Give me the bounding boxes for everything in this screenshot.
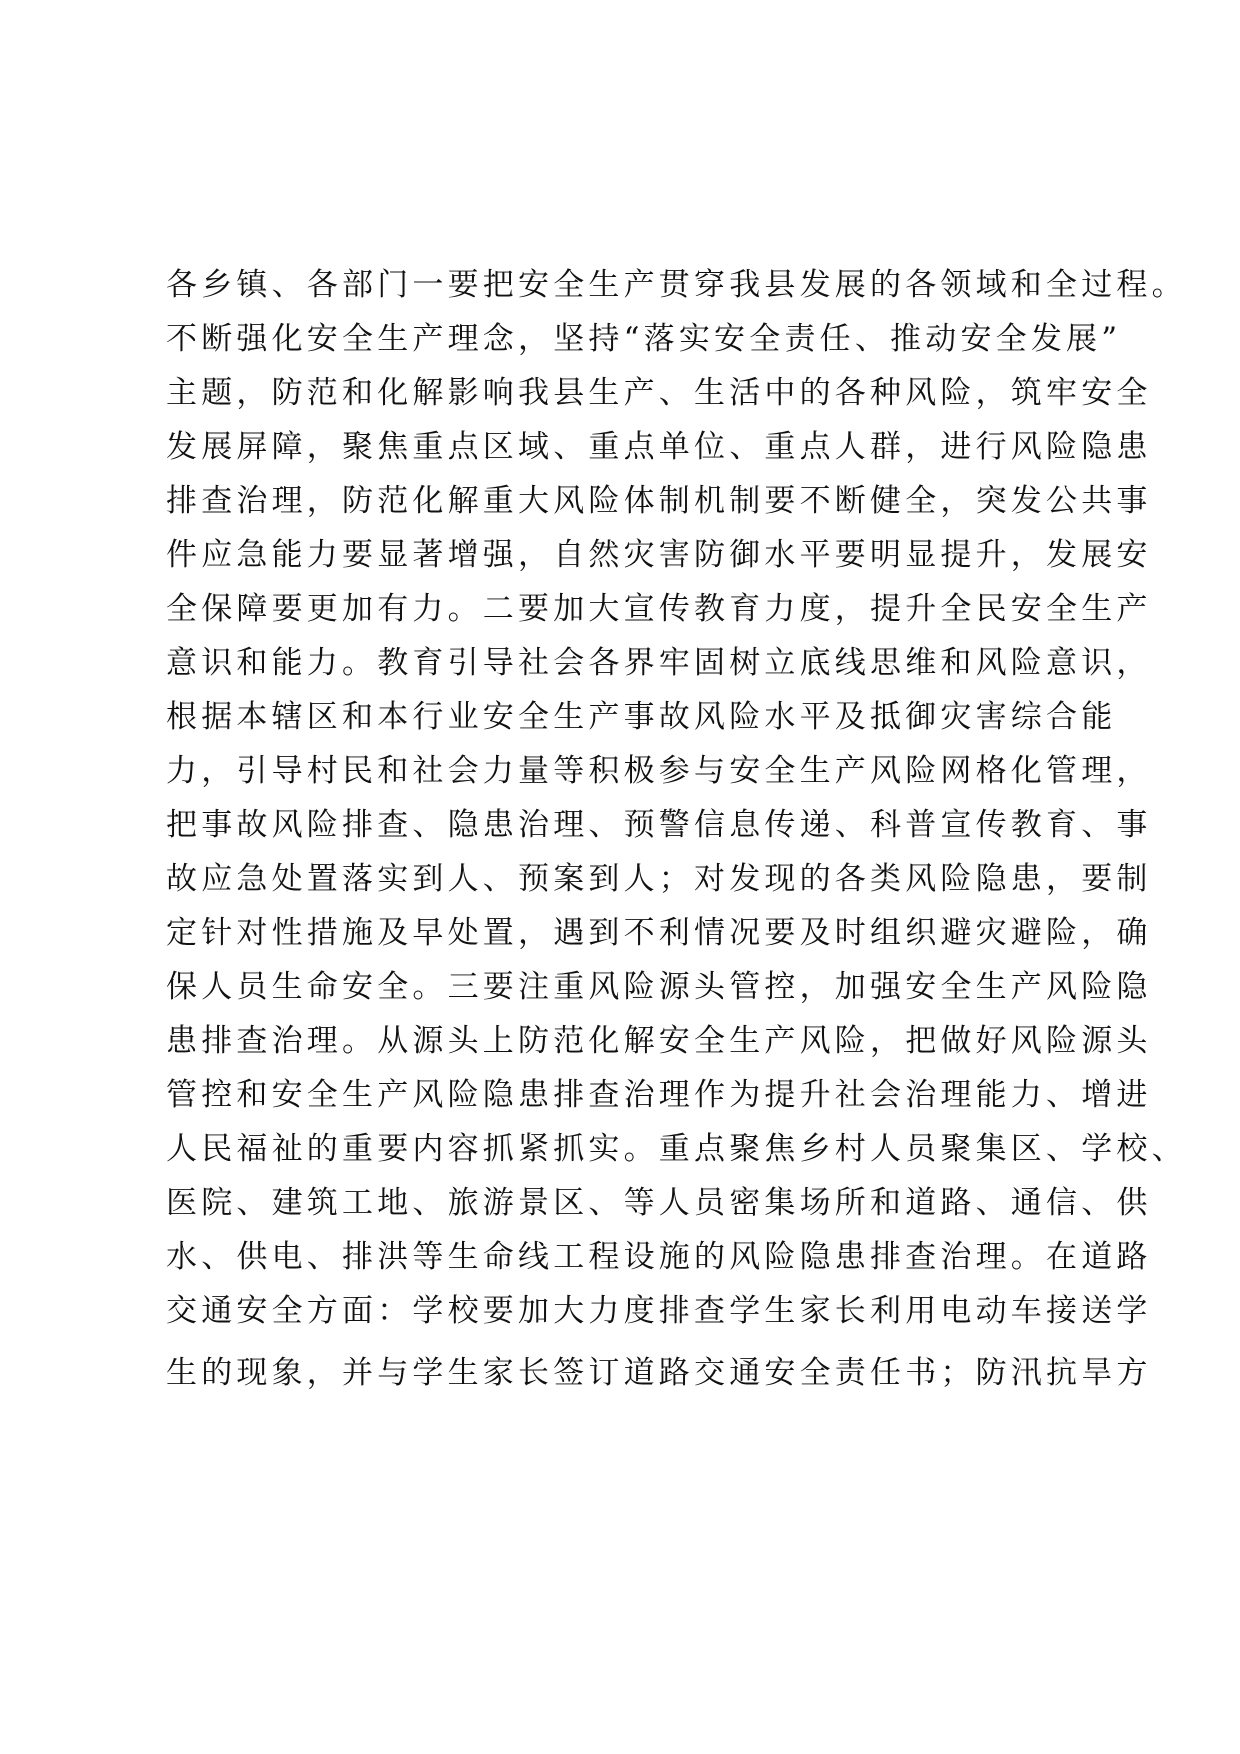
text-line: 故应急处置落实到人、预案到人；对发现的各类风险隐患，要制	[166, 861, 1152, 897]
text-line: 力，引导村民和社会力量等积极参与安全生产风险网格化管理，	[166, 753, 1152, 789]
text-line: 水、供电、排洪等生命线工程设施的风险隐患排查治理。在道路	[166, 1239, 1152, 1275]
text-line: 患排查治理。从源头上防范化解安全生产风险，把做好风险源头	[166, 1023, 1152, 1059]
text-line: 意识和能力。教育引导社会各界牢固树立底线思维和风险意识，	[166, 645, 1152, 681]
text-line: 发展屏障，聚焦重点区域、重点单位、重点人群，进行风险隐患	[166, 429, 1152, 465]
text-line: 管控和安全生产风险隐患排查治理作为提升社会治理能力、增进	[166, 1077, 1152, 1113]
text-line: 把事故风险排查、隐患治理、预警信息传递、科普宣传教育、事	[166, 807, 1152, 843]
text-line: 各乡镇、各部门一要把安全生产贯穿我县发展的各领域和全过程。	[166, 267, 1187, 303]
text-line: 人民福祉的重要内容抓紧抓实。重点聚焦乡村人员聚集区、学校、	[166, 1131, 1187, 1167]
text-line: 主题，防范和化解影响我县生产、生活中的各种风险，筑牢安全	[166, 375, 1152, 411]
text-line: 件应急能力要显著增强，自然灾害防御水平要明显提升，发展安	[166, 537, 1152, 573]
text-line: 全保障要更加有力。二要加大宣传教育力度，提升全民安全生产	[166, 591, 1152, 627]
text-line: 交通安全方面：学校要加大力度排查学生家长利用电动车接送学	[166, 1293, 1152, 1329]
text-line: 定针对性措施及早处置，遇到不利情况要及时组织避灾避险，确	[166, 915, 1152, 951]
text-line: 医院、建筑工地、旅游景区、等人员密集场所和道路、通信、供	[166, 1185, 1152, 1221]
body-text	[166, 258, 1187, 1400]
text-line: 根据本辖区和本行业安全生产事故风险水平及抵御灾害综合能	[166, 699, 1117, 735]
text-line: 保人员生命安全。三要注重风险源头管控，加强安全生产风险隐	[166, 969, 1152, 1005]
text-line: 生的现象，并与学生家长签订道路交通安全责任书；防汛抗旱方	[166, 1355, 1152, 1391]
text-line: 排查治理，防范化解重大风险体制机制要不断健全，突发公共事	[166, 483, 1152, 519]
text-line: 不断强化安全生产理念，坚持“落实安全责任、推动安全发展”	[166, 321, 1122, 357]
